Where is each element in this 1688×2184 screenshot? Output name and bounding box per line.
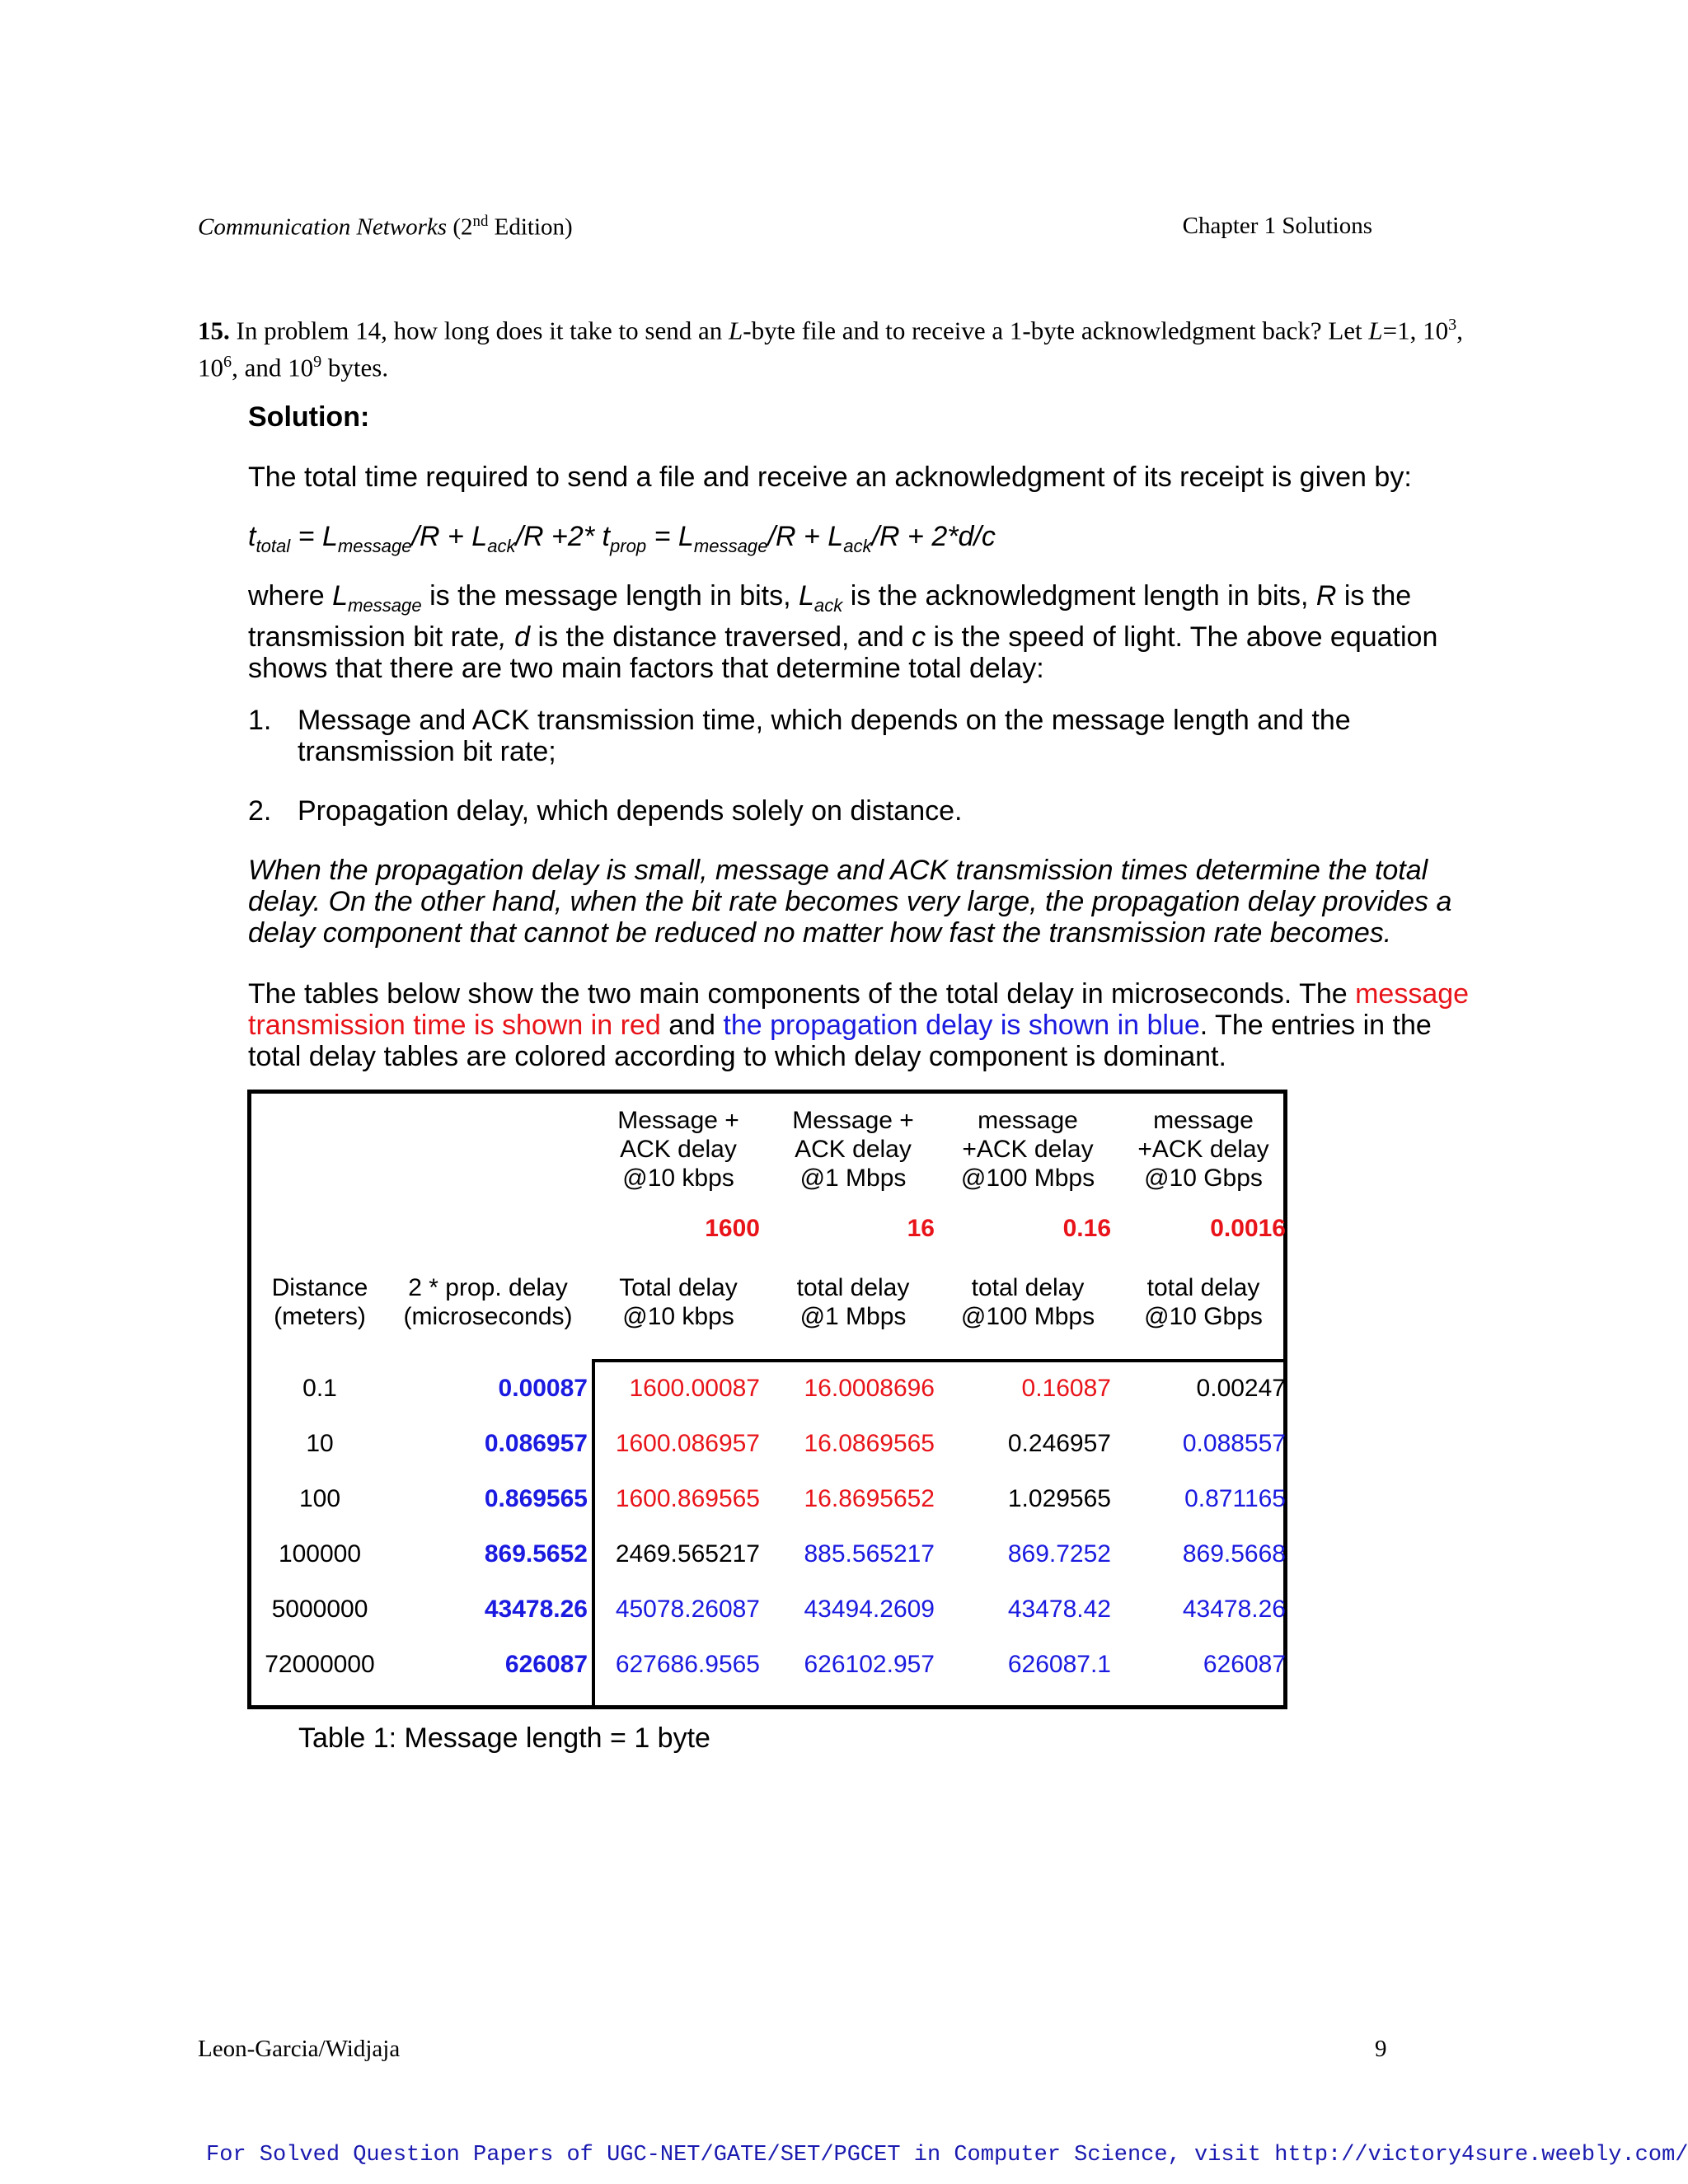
book-title: Communication Networks	[198, 213, 448, 241]
column-header: Total delay @10 kbps	[619, 1274, 738, 1330]
column-header: total delay @1 Mbps	[796, 1274, 910, 1330]
distance-cell: 100	[298, 1485, 341, 1512]
total-delay-cell: 626087	[1203, 1651, 1286, 1678]
column-header: 2 * prop. delay (microseconds)	[403, 1274, 573, 1330]
italic-paragraph: When the propagation delay is small, message and ACK transmission times determine the total delay. On the other hand, when the bit rate becomes very large, the propagation delay provides a delay component that cannot be reduced no matter how fast the transmission rate becomes.	[248, 855, 1452, 949]
column-header: Distance (meters)	[271, 1274, 368, 1330]
total-delay-cell: 0.871165	[1184, 1485, 1286, 1512]
solution-intro: The total time required to send a file and receive an acknowledgment of its receipt is given by:	[248, 462, 1412, 493]
page-number: 9	[1375, 2036, 1387, 2062]
total-delay-cell: 16.0008696	[804, 1375, 935, 1402]
total-delay-cell: 627686.9565	[615, 1651, 760, 1678]
total-delay-cell: 0.246957	[1007, 1430, 1111, 1457]
running-header-left: Communication Networks (2nd Edition)	[198, 213, 573, 241]
ack-delay-header: message +ACK delay @10 Gbps	[1137, 1107, 1269, 1192]
total-delay-cell: 1600.086957	[615, 1430, 760, 1457]
total-delay-cell: 43494.2609	[804, 1596, 935, 1623]
total-delay-cell: 2469.565217	[615, 1540, 760, 1568]
column-header: total delay @100 Mbps	[960, 1274, 1095, 1330]
ack-delay-value: 16	[907, 1215, 935, 1242]
prop-delay-cell: 626087	[504, 1651, 588, 1678]
distance-cell: 5000000	[271, 1596, 368, 1623]
prop-delay-cell: 0.00087	[498, 1375, 588, 1402]
problem-number: 15.	[198, 316, 230, 345]
total-delay-cell: 0.16087	[1021, 1375, 1111, 1402]
prop-delay-cell: 0.086957	[484, 1430, 588, 1457]
formula-explanation: where $L_{message}$ is the message length in bits, $L_{ack}$ is the acknowledgment length in bits, R is the transmission bit rate, d is the distance traversed, and c is the speed of light. The above equation shows that there are two main factors that determine total delay:	[248, 580, 1438, 684]
total-delay-cell: 43478.42	[1007, 1596, 1111, 1623]
distance-cell: 10	[306, 1430, 334, 1457]
running-header-right: Chapter 1 Solutions	[1182, 213, 1372, 239]
footer-authors: Leon-Garcia/Widjaja	[198, 2036, 401, 2062]
ack-delay-header: Message + ACK delay @10 kbps	[617, 1107, 739, 1192]
total-delay-cell: 869.5668	[1182, 1540, 1286, 1568]
total-delay-cell: 45078.26087	[615, 1596, 760, 1623]
ack-delay-header: Message + ACK delay @1 Mbps	[792, 1107, 914, 1192]
prop-delay-cell: 869.5652	[484, 1540, 588, 1568]
total-delay-cell: 626087.1	[1007, 1651, 1111, 1678]
total-delay-cell: 885.565217	[804, 1540, 935, 1568]
prop-delay-cell: 43478.26	[484, 1596, 588, 1623]
total-delay-cell: 1.029565	[1007, 1485, 1111, 1512]
total-delay-cell: 0.00247	[1196, 1375, 1286, 1402]
solution-heading: Solution:	[248, 401, 370, 433]
total-delay-cell: 43478.26	[1182, 1596, 1286, 1623]
total-delay-cell: 869.7252	[1007, 1540, 1111, 1568]
total-delay-cell: 16.0869565	[804, 1430, 935, 1457]
column-header: total delay @10 Gbps	[1144, 1274, 1263, 1330]
distance-cell: 100000	[278, 1540, 362, 1568]
delay-formula: $t_{total} = L_{message}/R + L_{ack}/R +2*$ $t_{prop} = L_{message}/R + L_{ack}/R + 2*d/c$	[248, 521, 996, 556]
total-delay-cell: 1600.869565	[615, 1485, 760, 1512]
ack-delay-value: 1600	[705, 1215, 760, 1242]
delay-table	[247, 1090, 1287, 1709]
total-delay-cell: 1600.00087	[629, 1375, 760, 1402]
ack-delay-value: 0.16	[1062, 1215, 1111, 1242]
problem-statement: 15. In problem 14, how long does it take to send an L-byte file and to receive a 1-byte acknowledgment back? Let L=1, $10^3$, $10^6$, and $10^9$ bytes.	[198, 316, 1463, 382]
distance-cell: 0.1	[302, 1375, 337, 1402]
prop-delay-cell: 0.869565	[484, 1485, 588, 1512]
ack-delay-header: message +ACK delay @100 Mbps	[960, 1107, 1095, 1192]
distance-cell: 72000000	[265, 1651, 375, 1678]
total-delay-cell: 0.088557	[1182, 1430, 1286, 1457]
table-caption: Table 1: Message length = 1 byte	[298, 1722, 710, 1754]
ack-delay-value: 0.0016	[1210, 1215, 1286, 1242]
total-delay-cell: 626102.957	[804, 1651, 935, 1678]
tables-intro: The tables below show the two main components of the total delay in microseconds. The message transmission time is shown in red and the propagation delay is shown in blue. The entries in the total delay tables are colored according to which delay component is dominant.	[248, 978, 1470, 1072]
promo-link[interactable]: For Solved Question Papers of UGC-NET/GATE/SET/PGCET in Computer Science, visit http://victory4sure.weebly.com/	[206, 2143, 1688, 2168]
total-delay-cell: 16.8695652	[804, 1485, 935, 1512]
